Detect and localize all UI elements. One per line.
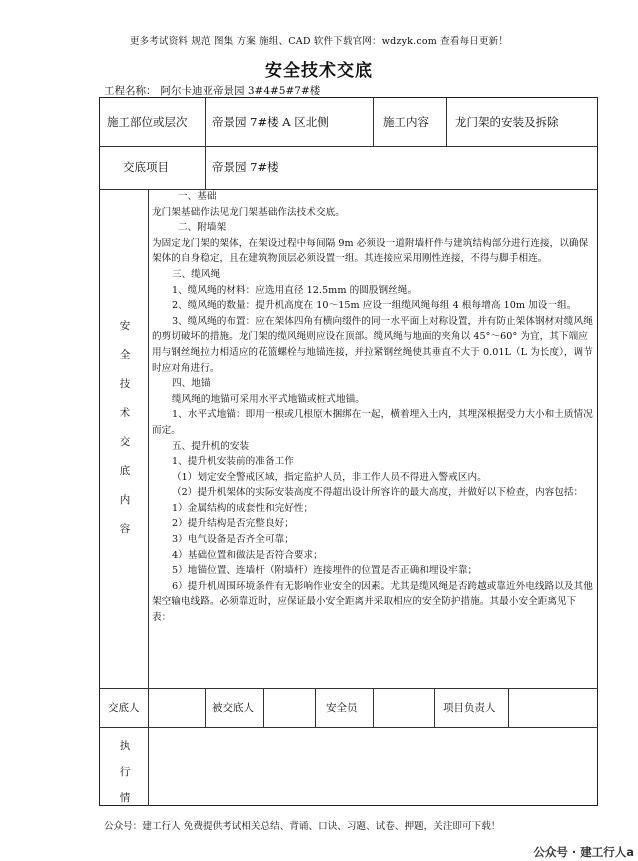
side-char: 术	[119, 407, 131, 419]
content-line: 3）电气设备是否齐全可靠；	[172, 534, 294, 546]
top-note: 更多考试资料 规范 图集 方案 施组、CAD 软件下载官网：wdzyk.com 查看每日更新！	[129, 36, 509, 47]
side-char: 交	[119, 436, 131, 448]
part-label: 施工部位或层次	[107, 115, 188, 129]
side-char: 安	[119, 320, 131, 332]
watermark: 公众号 · 建工行人a	[533, 845, 634, 859]
content-line: 2）提升结构是否完整良好；	[172, 518, 294, 530]
content-line: （1）划定安全警戒区域，指定监护人员，非工作人员不得进入警戒区内。	[172, 471, 487, 483]
side-char: 技	[119, 378, 131, 390]
col-divider	[148, 189, 149, 806]
col-divider	[263, 688, 264, 727]
content-line: 6）提升机周围环境条件有无影响作业安全的因素。尤其是缆风绳是否跨越或靠近外电线路以及其他架空输电线路。必须靠近时，应保证最小安全距离并采取相应的安全防护措施。其最小安全距离见下表：	[152, 580, 593, 624]
content-line: 一、基础	[178, 191, 217, 202]
col-divider	[373, 688, 374, 727]
content-line: 1、提升机安装前的准备工作	[172, 456, 294, 468]
content-line: 龙门架基础作法见龙门架基础作法技术交底。	[152, 206, 345, 218]
execution-side-label	[112, 738, 138, 816]
content-line: 1、缆风绳的材料：应选用直径 12.5mm 的圆股钢丝绳。	[172, 284, 418, 296]
content-line: 4）基础位置和做法是否符合要求；	[172, 549, 323, 561]
disclosure-content	[152, 189, 594, 626]
work-label: 施工内容	[383, 115, 429, 129]
col-divider	[508, 688, 509, 727]
footer-note: 公众号：建工行人 免费提供考试相关总结、背诵、口诀、习题、试卷、押题，关注即可下载！	[104, 821, 501, 832]
content-line: 3、缆风绳的布置：应在架体四角有横向缀件的同一水平面上对称设置，并有防止架体钢材对缆风绳的剪切破坏的措施。龙门架的缆风绳则应设在顶部。缆风绳与地面的夹角以 45°～60° 为宜，其下端应用与钢丝绳拉力相适应的花篮螺栓与地锚连接，并拉紧钢丝绳使其垂直不大于 0.01L（L 为长度），调节时应对角进行。	[152, 315, 593, 374]
content-line: 三、缆风绳	[172, 268, 221, 280]
exec-char: 执	[119, 740, 131, 752]
content-line: （2）提升机架体的实际安装高度不得超出设计所容许的最大高度，并做好以下检查，内容包括：	[172, 487, 584, 499]
item-value: 帝景园 7#楼	[212, 160, 279, 174]
content-side-label	[112, 318, 138, 550]
side-char: 内	[119, 494, 131, 506]
work-value: 龙门架的安装及拆除	[455, 115, 559, 129]
project-line	[104, 83, 320, 98]
side-char: 容	[119, 523, 131, 535]
row-divider	[99, 688, 598, 689]
col-divider	[315, 688, 316, 727]
receiver-label: 被交底人	[212, 702, 254, 714]
col-divider	[446, 97, 447, 146]
safety-officer-label: 安全员	[326, 702, 358, 714]
project-manager-label: 项目负责人	[443, 702, 496, 714]
col-divider	[205, 688, 206, 727]
content-line: 1）金属结构的成套性和完好性；	[172, 502, 314, 514]
side-char: 底	[119, 465, 131, 477]
page-title: 安全技术交底	[265, 61, 373, 81]
exec-char: 行	[119, 766, 131, 778]
content-line: 1、水平式地锚：即用一根或几根原木捆绑在一起，横着埋入土内，其埋深根据受力大小和土质情况而定。	[152, 409, 593, 436]
part-value: 帝景园 7#楼 A 区北侧	[212, 115, 329, 129]
item-label: 交底项目	[123, 160, 169, 174]
col-divider	[205, 146, 206, 189]
discloser-label: 交底人	[108, 702, 140, 714]
content-line: 五、提升机的安装	[172, 440, 250, 452]
content-line: 2、缆风绳的数量：提升机高度在 10～15m 应设一组缆风绳每组 4 根每增高 10m 加设一组。	[172, 300, 577, 312]
project-name: 阿尔卡迪亚帝景园 3#4#5#7#楼	[160, 85, 321, 97]
col-divider	[373, 97, 374, 146]
col-divider	[205, 97, 206, 146]
content-line: 四、地锚	[172, 378, 211, 390]
content-line: 二、附墙架	[178, 222, 227, 234]
content-line: 5）地锚位置、连墙杆（附墙杆）连接埋件的位置是否正确和埋设牢靠；	[172, 565, 478, 577]
exec-char: 情	[119, 792, 131, 804]
content-line: 缆风绳的地锚可采用水平式地锚或桩式地锚。	[172, 393, 365, 405]
project-label: 工程名称：	[104, 85, 157, 97]
side-char: 全	[119, 349, 131, 361]
row-divider	[99, 146, 598, 147]
row-divider	[99, 727, 598, 728]
content-line: 为固定龙门架的架体，在架设过程中每间隔 9m 必须设一道附墙杆件与建筑结构部分进行连接，以确保架体的自身稳定，且在建筑物顶层必须设置一组。其连接应采用刚性连接，不得与脚手相连。	[152, 237, 589, 265]
col-divider	[434, 688, 435, 727]
